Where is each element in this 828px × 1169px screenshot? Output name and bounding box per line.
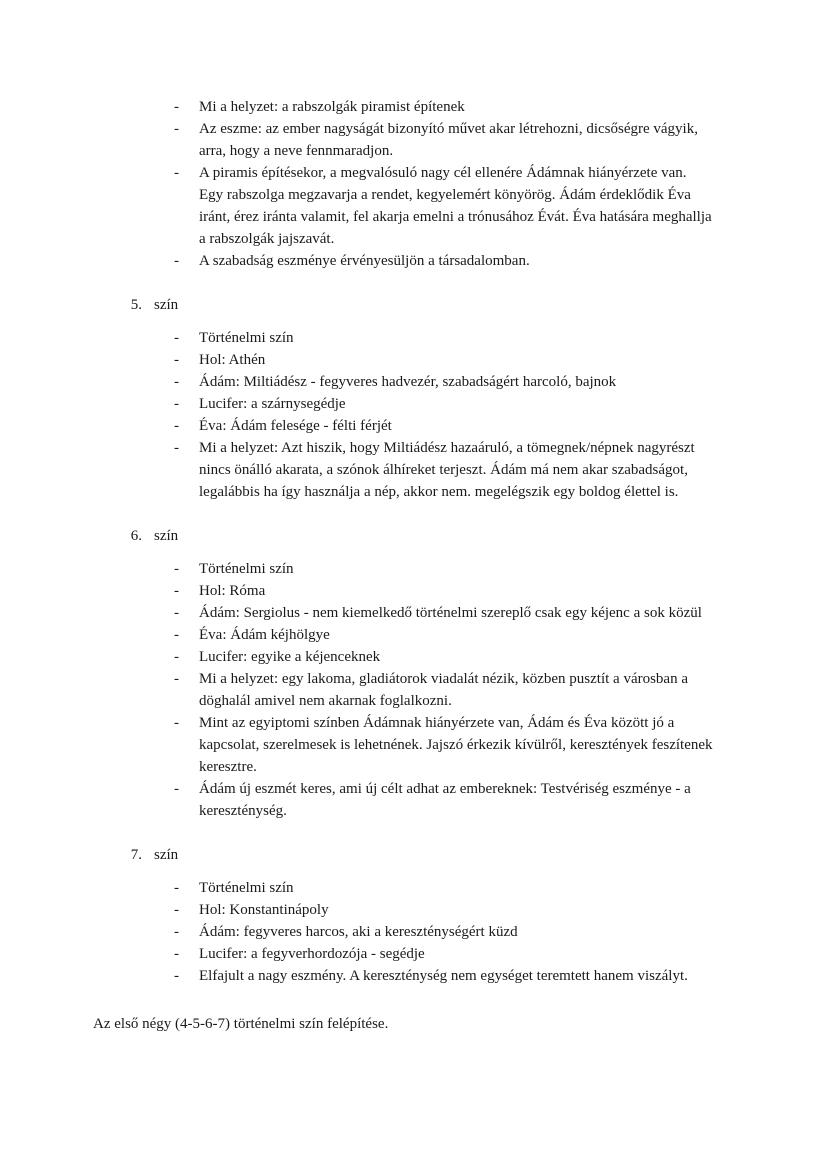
spacer — [93, 316, 728, 327]
list-item — [174, 899, 714, 921]
dash-bullet-icon: - — [174, 902, 179, 918]
section-label: szín — [154, 528, 179, 544]
dash-bullet-icon: - — [174, 396, 179, 412]
lead-bullet-list — [174, 96, 714, 272]
closing-sentence: Az első négy (4-5-6-7) történelmi szín felépítése. — [93, 1016, 389, 1032]
list-item — [174, 371, 714, 393]
list-item — [174, 921, 714, 943]
dash-bullet-icon: - — [174, 671, 179, 687]
list-item — [174, 118, 714, 162]
dash-bullet-icon: - — [174, 781, 179, 797]
list-item-text: Mint az egyiptomi színben Ádámnak hiányérzete van, Ádám és Éva között jó a kapcsolat, szerelmesek is lehetnének. Jajszó érkezik kívülről, keresztények feszítenek keresztre. — [199, 715, 713, 775]
section-heading — [120, 844, 728, 866]
list-item-text: Lucifer: a szárnysegédje — [199, 396, 346, 412]
list-item-text: Elfajult a nagy eszmény. A kereszténység nem egységet teremtett hanem viszályt. — [199, 968, 688, 984]
list-item — [174, 415, 714, 437]
dash-bullet-icon: - — [174, 253, 179, 269]
section-label: szín — [154, 297, 179, 313]
list-item — [174, 558, 714, 580]
section-label: szín — [154, 847, 179, 863]
list-item-text: Ádám új eszmét keres, ami új célt adhat az embereknek: Testvériség eszménye - a kereszténység. — [199, 781, 691, 819]
list-item — [174, 712, 714, 778]
list-item-text: Ádám: Sergiolus - nem kiemelkedő történelmi szereplő csak egy kéjenc a sok közül — [199, 605, 702, 621]
list-item — [174, 437, 714, 503]
list-item-text: Történelmi szín — [199, 561, 294, 577]
list-item-text: Éva: Ádám felesége - félti férjét — [199, 418, 392, 434]
list-item-text: Lucifer: egyike a kéjenceknek — [199, 649, 381, 665]
spacer — [93, 866, 728, 877]
list-item-text: Történelmi szín — [199, 330, 294, 346]
list-item-text: Történelmi szín — [199, 880, 294, 896]
list-item — [174, 162, 714, 250]
dash-bullet-icon: - — [174, 352, 179, 368]
section-number: 7. — [130, 847, 142, 863]
section-bullet-list — [174, 327, 714, 503]
sections-container — [93, 294, 728, 987]
list-item-text: Lucifer: a fegyverhordozója - segédje — [199, 946, 425, 962]
list-item-text: Hol: Konstantinápoly — [199, 902, 329, 918]
section-6 — [93, 525, 728, 822]
dash-bullet-icon: - — [174, 121, 179, 137]
list-item-text: Ádám: Miltiádész - fegyveres hadvezér, szabadságért harcoló, bajnok — [199, 374, 617, 390]
list-item-text: Mi a helyzet: Azt hiszik, hogy Miltiádész hazaáruló, a tömegnek/népnek nagyrészt nincs önálló akarata, a szónok álhíreket terjeszt. Ádám má nem akar szabadságot, legalábbis ha így használja a nép, akkor nem. megelégszik egy boldog élettel is. — [199, 440, 695, 500]
dash-bullet-icon: - — [174, 440, 179, 456]
dash-bullet-icon: - — [174, 374, 179, 390]
dash-bullet-icon: - — [174, 418, 179, 434]
list-item-text: Mi a helyzet: egy lakoma, gladiátorok viadalát nézik, közben pusztít a városban a döghalál amivel nem akarnak foglalkozni. — [199, 671, 688, 709]
dash-bullet-icon: - — [174, 715, 179, 731]
list-item — [174, 778, 714, 822]
dash-bullet-icon: - — [174, 561, 179, 577]
list-item — [174, 349, 714, 371]
list-item — [174, 668, 714, 712]
section-number: 6. — [130, 528, 142, 544]
section-bullet-list — [174, 558, 714, 822]
list-item — [174, 965, 714, 987]
list-item-text: Mi a helyzet: a rabszolgák piramist építenek — [199, 99, 465, 115]
section-number: 5. — [130, 297, 142, 313]
list-item-text: A piramis építésekor, a megvalósuló nagy cél ellenére Ádámnak hiányérzete van. Egy rabszolga megzavarja a rendet, kegyelemért könyörög. Ádám érdeklődik Éva iránt, érez iránta valamit, fel akarja emelni a trónusához Évát. Éva hatására meghallja a rabszolgák jajszavát. — [199, 165, 712, 247]
dash-bullet-icon: - — [174, 583, 179, 599]
section-bullet-list — [174, 877, 714, 987]
spacer — [93, 547, 728, 558]
list-item-text: Éva: Ádám kéjhölgye — [199, 627, 330, 643]
list-item — [174, 96, 714, 118]
list-item-text: A szabadság eszménye érvényesüljön a társadalomban. — [199, 253, 530, 269]
dash-bullet-icon: - — [174, 968, 179, 984]
list-item — [174, 646, 714, 668]
list-item-text: Ádám: fegyveres harcos, aki a kereszténységért küzd — [199, 924, 518, 940]
list-item — [174, 877, 714, 899]
list-item — [174, 250, 714, 272]
list-item — [174, 602, 714, 624]
section-heading — [120, 294, 728, 316]
dash-bullet-icon: - — [174, 99, 179, 115]
list-item — [174, 580, 714, 602]
dash-bullet-icon: - — [174, 946, 179, 962]
dash-bullet-icon: - — [174, 649, 179, 665]
dash-bullet-icon: - — [174, 605, 179, 621]
list-item — [174, 327, 714, 349]
list-item — [174, 393, 714, 415]
dash-bullet-icon: - — [174, 165, 179, 181]
list-item-text: Hol: Róma — [199, 583, 266, 599]
dash-bullet-icon: - — [174, 880, 179, 896]
list-item — [174, 943, 714, 965]
section-5 — [93, 294, 728, 503]
dash-bullet-icon: - — [174, 627, 179, 643]
list-item-text: Az eszme: az ember nagyságát bizonyító művet akar létrehozni, dicsőségre vágyik, arra, hogy a neve fennmaradjon. — [199, 121, 698, 159]
section-heading — [120, 525, 728, 547]
section-7 — [93, 844, 728, 987]
dash-bullet-icon: - — [174, 330, 179, 346]
dash-bullet-icon: - — [174, 924, 179, 940]
list-item — [174, 624, 714, 646]
list-item-text: Hol: Athén — [199, 352, 266, 368]
